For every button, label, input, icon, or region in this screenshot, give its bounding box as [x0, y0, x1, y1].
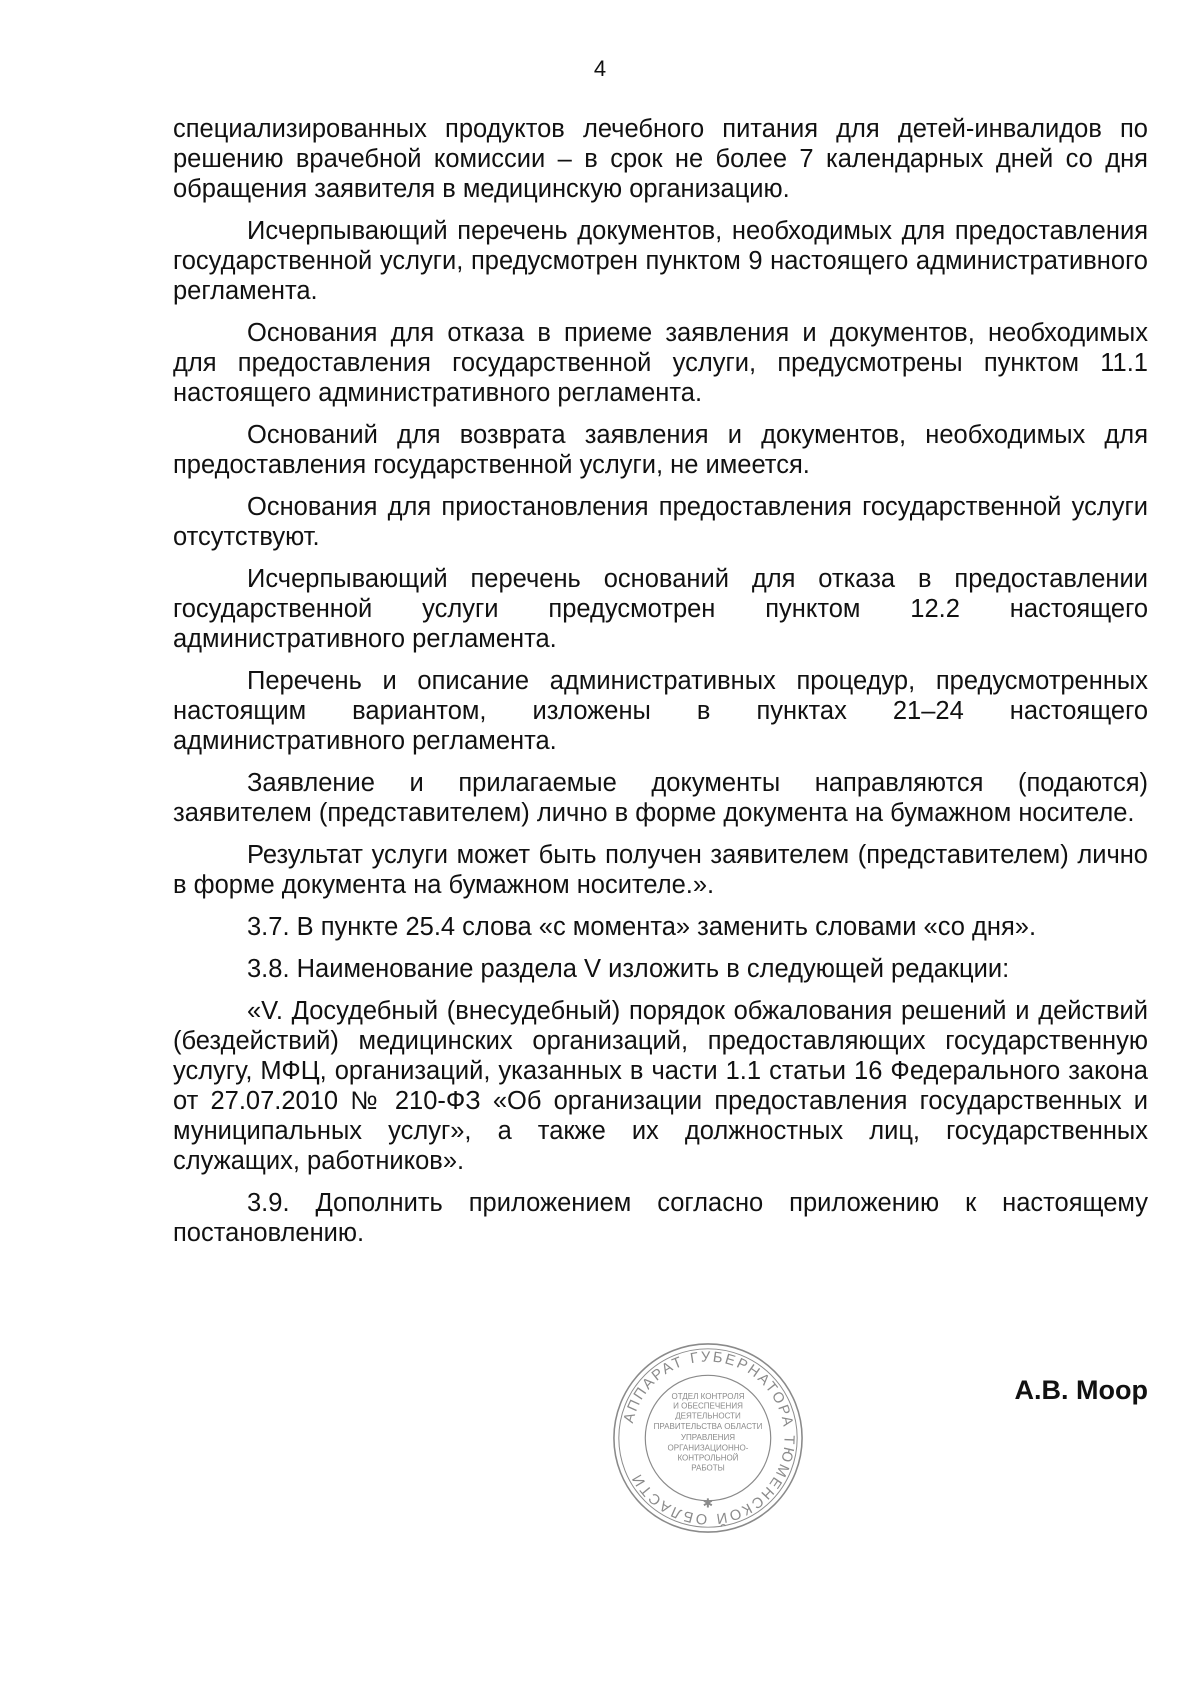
seal-line-8: РАБОТЫ [691, 1463, 725, 1473]
seal-graphic [610, 1340, 806, 1536]
paragraph-6: Исчерпывающий перечень оснований для отказа в предоставлении государственной услуги предусмотрен пунктом 12.2 настоящего административного регламента. [173, 565, 1148, 653]
paragraph-12: «V. Досудебный (внесудебный) порядок обжалования решений и действий (бездействий) медицинских организаций, предоставляющих государственную услугу, МФЦ, организаций, указанных в части 1.1 статьи 16 Федерального закона от 27.07.2010 № 210-ФЗ «Об организации предоставления государственных и муниципальных услуг», а также их должностных лиц, государственных служащих, работников». [173, 997, 1148, 1175]
seal-line-1: ОТДЕЛ КОНТРОЛЯ [671, 1391, 745, 1401]
paragraph-3: Основания для отказа в приеме заявления и документов, необходимых для предоставления государственной услуги, предусмотрены пунктом 11.1 настоящего административного регламента. [173, 319, 1148, 407]
seal-line-4: ПРАВИТЕЛЬСТВА ОБЛАСТИ [653, 1422, 763, 1432]
paragraph-10: 3.7. В пункте 25.4 слова «с момента» заменить словами «со дня». [247, 913, 1037, 941]
seal-star-icon: ✱ [702, 1495, 714, 1511]
seal-line-3: ДЕЯТЕЛЬНОСТИ [675, 1411, 741, 1421]
paragraph-2: Исчерпывающий перечень документов, необходимых для предоставления государственной услуги, предусмотрен пунктом 9 настоящего административного регламента. [173, 217, 1148, 305]
seal-line-2: И ОБЕСПЕЧЕНИЯ [673, 1401, 743, 1411]
official-seal [610, 1340, 806, 1536]
paragraph-13: 3.9. Дополнить приложением согласно приложению к настоящему постановлению. [173, 1189, 1148, 1247]
paragraph-4: Оснований для возврата заявления и документов, необходимых для предоставления государственной услуги, не имеется. [173, 421, 1148, 479]
paragraph-5: Основания для приостановления предоставления государственной услуги отсутствуют. [173, 493, 1148, 551]
paragraph-9: Результат услуги может быть получен заявителем (представителем) лично в форме документа на бумажном носителе.». [173, 841, 1148, 899]
seal-line-6: ОРГАНИЗАЦИОННО- [667, 1443, 749, 1453]
document-body [173, 114, 1148, 1260]
seal-outer-text: АППАРАТ ГУБЕРНАТОРА ТЮМЕНСКОЙ ОБЛАСТИ [621, 1349, 797, 1527]
seal-inner-text [654, 1392, 763, 1473]
signature-name: А.В. Моор [1014, 1375, 1148, 1405]
seal-line-5: УПРАВЛЕНИЯ [680, 1432, 736, 1442]
paragraph-11: 3.8. Наименование раздела V изложить в следующей редакции: [247, 955, 1010, 983]
page-number: 4 [593, 56, 607, 81]
paragraph-7: Перечень и описание административных процедур, предусмотренных настоящим вариантом, изложены в пунктах 21–24 настоящего административного регламента. [173, 667, 1148, 755]
paragraph-8: Заявление и прилагаемые документы направляются (подаются) заявителем (представителем) лично в форме документа на бумажном носителе. [173, 769, 1148, 827]
seal-line-7: КОНТРОЛЬНОЙ [677, 1453, 739, 1463]
paragraph-1: специализированных продуктов лечебного питания для детей-инвалидов по решению врачебной комиссии – в срок не более 7 календарных дней со дня обращения заявителя в медицинскую организацию. [173, 115, 1148, 203]
